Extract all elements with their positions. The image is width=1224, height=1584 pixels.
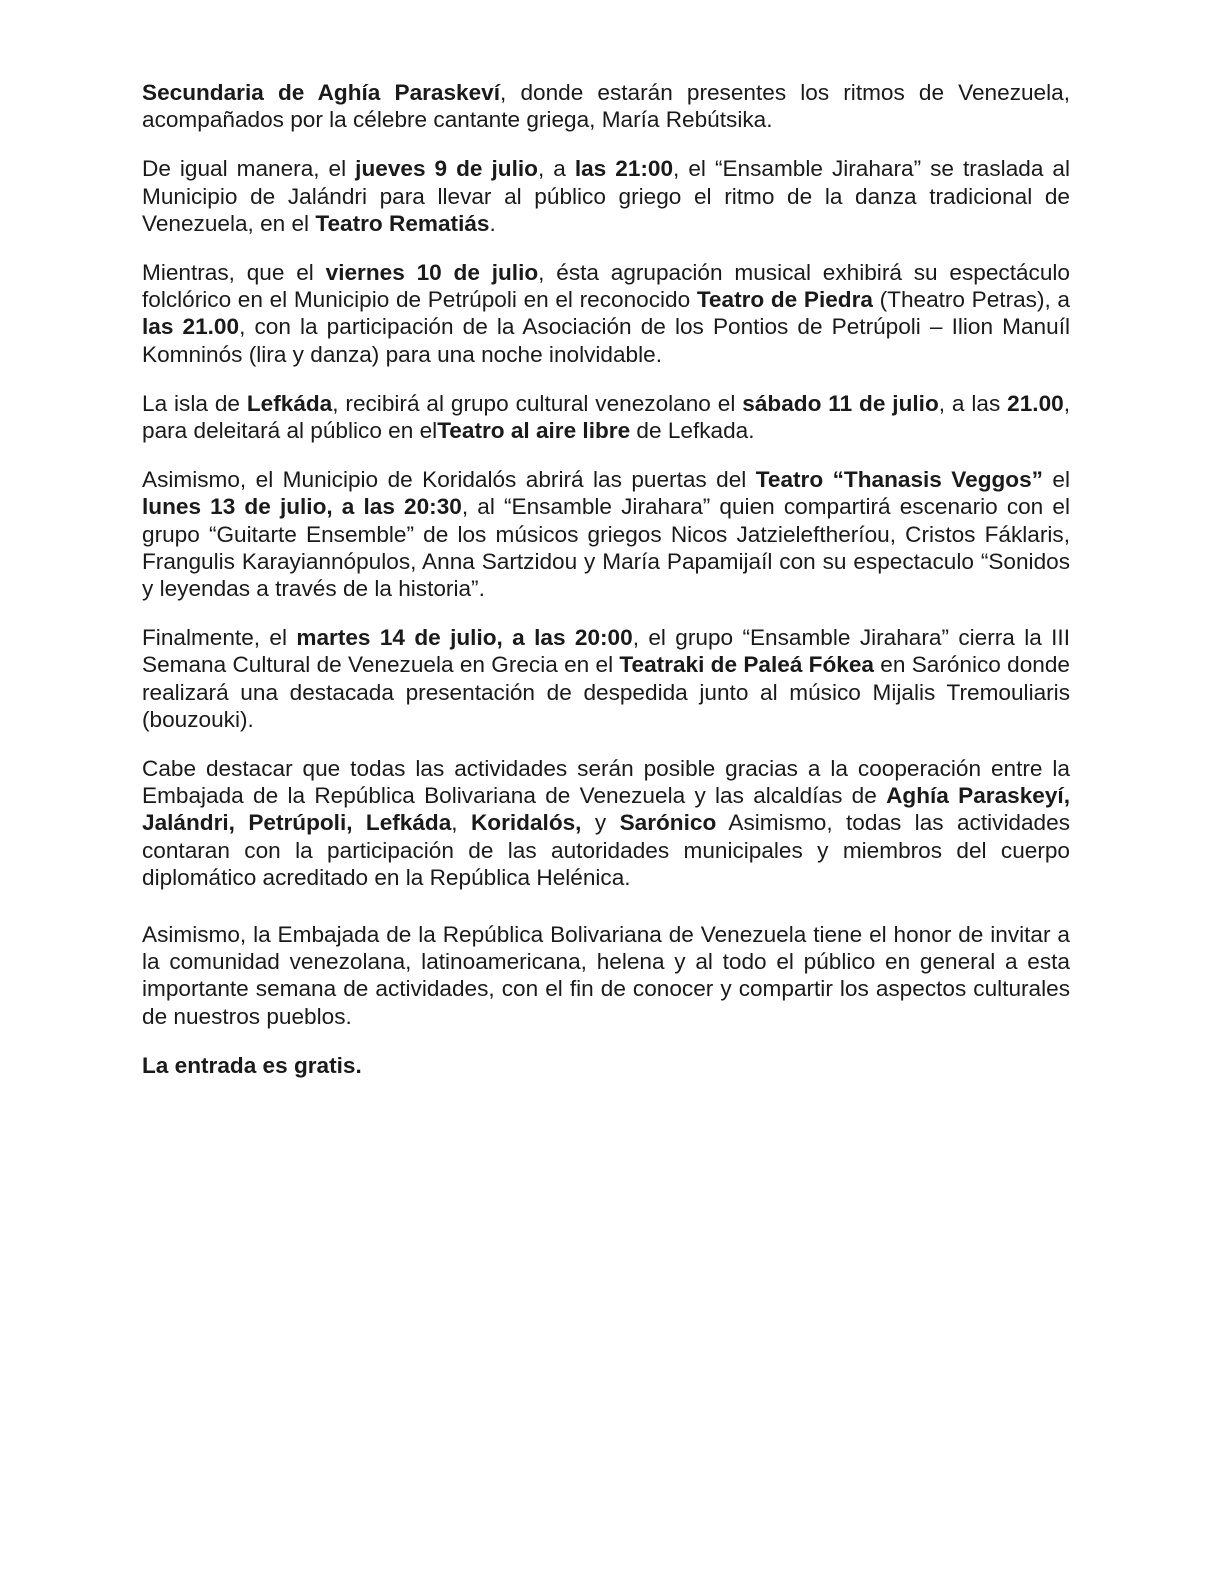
paragraph-5 xyxy=(142,466,1070,602)
venue-name: Teatro de Piedra xyxy=(696,287,873,313)
text-run: Asimismo, el Municipio de Koridalós abrirá las puertas del xyxy=(142,467,756,493)
event-date: viernes 10 de julio xyxy=(325,260,539,286)
event-date: sábado 11 de julio xyxy=(742,390,939,416)
text-run: Asimismo, todas las actividades contaran con la participación de las autoridades municipales y miembros del cuerpo diplomático acreditado en la República Helénica. xyxy=(142,810,1070,890)
free-entry-note: La entrada es gratis. xyxy=(142,1052,362,1078)
document-page xyxy=(142,79,1070,1101)
event-date: jueves 9 de julio xyxy=(355,156,538,182)
venue-name: Teatro “Thanasis Veggos” xyxy=(755,467,1043,493)
text-run: Cabe destacar que todas las actividades serán posible gracias a la cooperación entre la Embajada de la República Bolivariana de Venezuela y las alcaldías de xyxy=(142,756,1070,809)
text-run: (Theatro Petras), a xyxy=(872,287,1070,313)
text-run: , el “Ensamble Jirahara” se traslada al Municipio de Jalándri para llevar al público griego el ritmo de la danza tradicional de Venezuela, en el xyxy=(142,156,1070,236)
place-name: Koridalós, xyxy=(470,810,582,836)
text-run: de Lefkada. xyxy=(630,418,755,444)
closing-note xyxy=(142,1052,1070,1079)
paragraph-8 xyxy=(142,921,1070,1030)
text-run: , a xyxy=(537,156,575,182)
paragraph-2 xyxy=(142,155,1070,237)
text-run: , ésta agrupación musical exhibirá su espectáculo folclórico en el Municipio de Petrúpoli en el reconocido xyxy=(142,260,1070,313)
event-date: lunes 13 de julio, a las 20:30 xyxy=(142,494,462,520)
text-run: el xyxy=(1042,467,1071,493)
text-run: , al “Ensamble Jirahara” quien compartirá escenario con el grupo “Guitarte Ensemble” de los músicos griegos Nicos Jatzieleftheríou, Cristos Fáklaris, Frangulis Karayiannópulos, Anna Sartzidou y María Papamijaíl con su espectaculo “Sonidos y leyendas a través de la historia”. xyxy=(142,494,1070,602)
place-name: Lefkáda xyxy=(246,390,333,416)
paragraph-6 xyxy=(142,624,1070,733)
paragraph-1 xyxy=(142,79,1070,133)
place-names: Aghía Paraskeyí, Jalándri, Petrúpoli, Lefkáda xyxy=(142,783,1070,836)
venue-name: Teatro al aire libre xyxy=(437,418,631,444)
venue-name: Teatro Rematiás xyxy=(315,210,490,236)
text-run: Asimismo, la Embajada de la República Bolivariana de Venezuela tiene el honor de invitar a la comunidad venezolana, latinoamericana, helena y al todo el público en general a esta importante semana de actividades, con el fin de conocer y compartir los aspectos culturales de nuestros pueblos. xyxy=(142,922,1070,1029)
text-run: , con la participación de la Asociación de los Pontios de Petrúpoli – Ilion Manuíl Komninós (lira y danza) para una noche inolvidable. xyxy=(142,314,1070,367)
paragraph-7 xyxy=(142,755,1070,891)
text-run: De igual manera, el xyxy=(142,156,356,182)
place-name: Sarónico xyxy=(619,810,717,836)
text-run: , donde estarán presentes los ritmos de Venezuela, acompañados por la célebre cantante griega, María Rebútsika. xyxy=(142,80,1070,133)
paragraph-3 xyxy=(142,259,1070,368)
text-run: Mientras, que el xyxy=(142,260,326,286)
text-run: , xyxy=(451,810,471,836)
venue-name: Teatraki de Paleá Fókea xyxy=(619,652,874,678)
text-run: , el grupo “Ensamble Jirahara” cierra la III Semana Cultural de Venezuela en Grecia en el xyxy=(142,625,1070,678)
text-run: , para deleitará al público en el xyxy=(142,390,1070,444)
text-run: y xyxy=(581,810,620,836)
text-run: , recibirá al grupo cultural venezolano el xyxy=(332,390,743,416)
text-run: , a las xyxy=(938,390,1008,416)
event-date: martes 14 de julio, a las 20:00 xyxy=(296,625,633,651)
event-time: las 21.00 xyxy=(142,314,240,340)
text-run: . xyxy=(489,210,496,236)
text-run: en Sarónico donde realizará una destacada presentación de despedida junto al músico Mijalis Tremouliaris (bouzouki). xyxy=(142,652,1070,732)
event-time: 21.00 xyxy=(1007,390,1064,416)
paragraph-4 xyxy=(142,390,1070,444)
venue-name: Secundaria de Aghía Paraskeví xyxy=(142,80,501,105)
text-run: La isla de xyxy=(142,390,247,416)
text-run: Finalmente, el xyxy=(142,625,297,651)
event-time: las 21:00 xyxy=(574,156,674,182)
